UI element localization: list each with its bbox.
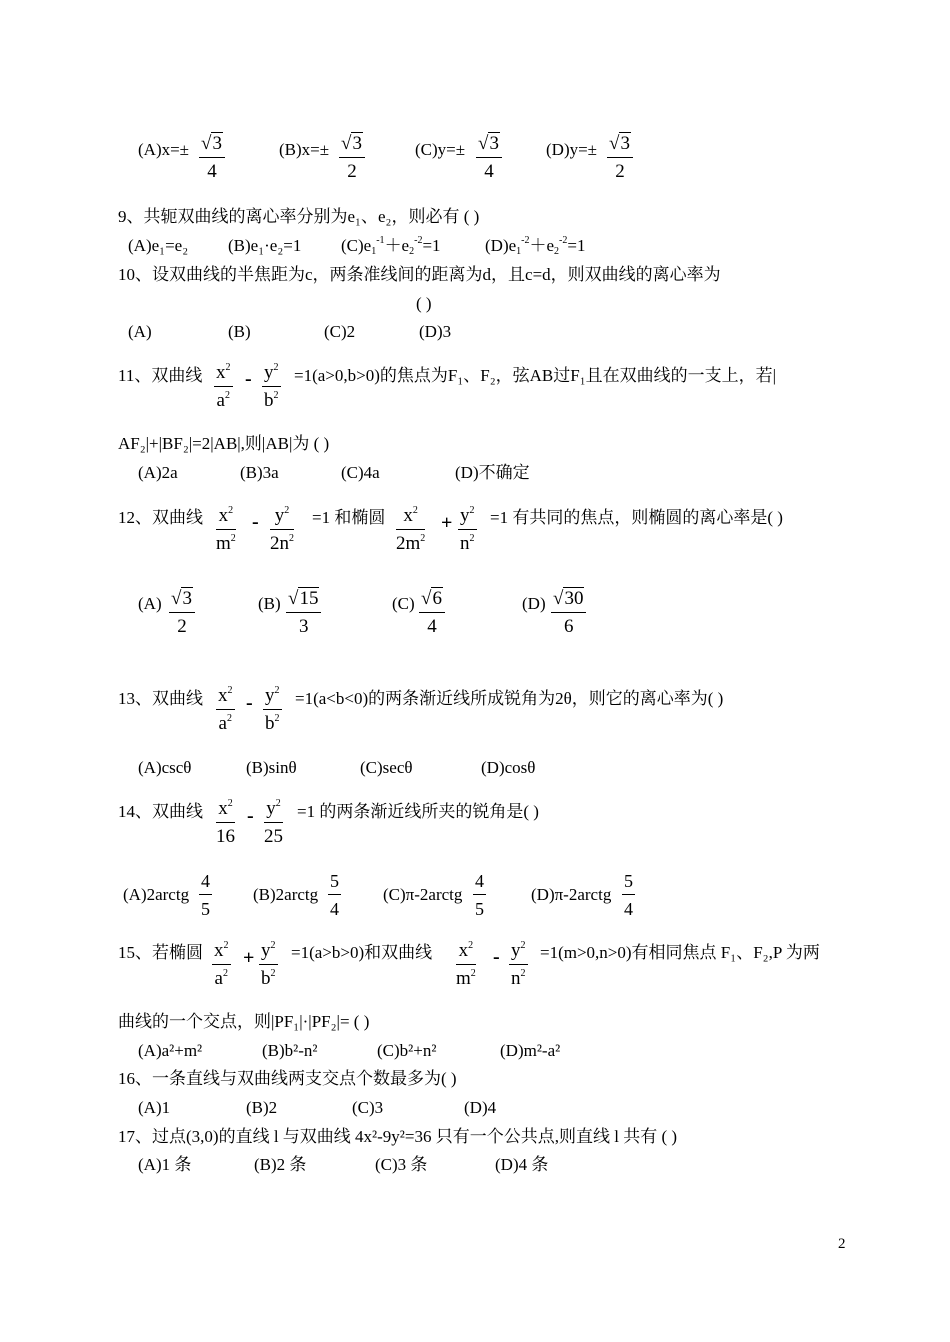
q10-stem: 10、设双曲线的半焦距为c，两条准线间的距离为d，且c=d，则双曲线的离心率为 — [118, 265, 721, 284]
q14-minus: - — [247, 805, 254, 827]
q15-tail: =1(m>0,n>0)有相同焦点 F₁、F₂,P 为两 — [540, 943, 820, 962]
q16-option-c: (C)3 — [352, 1098, 384, 1117]
q15-fraction-4: $y^2$ $n^2$ — [511, 940, 526, 989]
q15-fraction-3: $x^2$ $m^2$ — [456, 940, 476, 989]
q14-lead: 14、双曲线 — [118, 802, 203, 821]
q11-tail: =1(a>0,b>0)的焦点为F₁、F₂，弦AB过F₁且在双曲线的一支上，若| — [294, 366, 777, 385]
q13-lead: 13、双曲线 — [118, 689, 203, 708]
q11-option-a: (A)2a — [138, 463, 178, 482]
q15-plus: + — [243, 947, 255, 969]
q8-option-b-label: (B)x=± — [279, 140, 330, 159]
q10-option-a: (A) — [128, 322, 152, 341]
q16-stem: 16、一条直线与双曲线两支交点个数最多为( ) — [118, 1069, 457, 1088]
q11-minus: - — [245, 368, 252, 390]
q13-option-d: (D)cosθ — [481, 758, 536, 777]
q11-option-b: (B)3a — [240, 463, 279, 482]
q13-minus: - — [246, 692, 253, 714]
q15-fraction-2: $y^2$ $b^2$ — [261, 940, 276, 989]
q15-lead: 15、若椭圆 — [118, 943, 203, 962]
q14-fraction-x: $x^2$ 16 — [216, 798, 235, 847]
q12-option-d-fraction: √30 6 — [551, 588, 586, 638]
q13-option-a: (A)cscθ — [138, 758, 192, 777]
q15-mid: =1(a>b>0)和双曲线 — [291, 943, 433, 962]
q15-fraction-1: $x^2$ $a^2$ — [214, 940, 229, 989]
q8-option-c-label: (C)y=± — [415, 140, 466, 159]
q11-option-d: (D)不确定 — [455, 463, 530, 482]
q14-option-a-fraction: 4 5 — [201, 871, 210, 919]
q8-option-d-label: (D)y=± — [546, 140, 598, 159]
q15-minus: - — [493, 946, 500, 968]
q12-option-a-label: (A) — [138, 594, 162, 613]
q11-lead: 11、双曲线 — [118, 366, 203, 385]
q12-lead: 12、双曲线 — [118, 508, 203, 527]
q13-option-c: (C)secθ — [360, 758, 413, 777]
q13-fraction-x: $x^2$ $a^2$ — [218, 685, 233, 734]
q8-option-a-fraction: √3 4 — [199, 133, 225, 183]
page-number: 2 — [838, 1236, 846, 1252]
q12-minus: - — [252, 511, 259, 533]
q10-paren: ( ) — [416, 294, 432, 313]
q10-option-b: (B) — [228, 322, 251, 341]
q12-fraction-3: $x^2$ $2m^2$ — [396, 505, 426, 554]
q12-option-a-fraction: √3 2 — [169, 588, 195, 638]
q13-tail: =1(a<b<0)的两条渐近线所成锐角为2θ，则它的离心率为( ) — [295, 689, 724, 708]
q8-option-c-fraction: √3 4 — [476, 133, 502, 183]
q12-option-d-label: (D) — [522, 594, 546, 613]
q12-option-c-label: (C) — [392, 594, 415, 613]
q12-fraction-4: $y^2$ $n^2$ — [460, 505, 475, 554]
q15-line2: 曲线的一个交点，则|PF₁|·|PF₂|= ( ) — [118, 1012, 370, 1031]
q8-option-b-fraction: √3 2 — [339, 133, 365, 183]
q12-option-b-fraction: √15 3 — [286, 588, 321, 638]
q14-option-d-label: (D)π-2arctg — [531, 885, 612, 904]
q14-option-a-label: (A)2arctg — [123, 885, 190, 904]
q15-option-a: (A)a²+m² — [138, 1041, 203, 1060]
q9-option-b: (B)e₁·e₂=1 — [228, 236, 302, 255]
q11-line2: AF₂|+|BF₂|=2|AB|,则|AB|为 ( ) — [118, 434, 330, 453]
q12-plus: + — [441, 512, 453, 534]
q14-option-b-label: (B)2arctg — [253, 885, 319, 904]
q12-fraction-2: $y^2$ $2n^2$ — [270, 505, 294, 554]
q14-fraction-y: $y^2$ 25 — [264, 798, 283, 847]
q15-option-d: (D)m²-a² — [500, 1041, 561, 1060]
q17-option-b: (B)2 条 — [254, 1155, 307, 1174]
q9-option-c: $(C)e_1^{-1}+e_2^{-2}=1$ — [341, 235, 441, 257]
q14-option-c-fraction: 4 5 — [475, 871, 484, 919]
q10-option-c: (C)2 — [324, 322, 356, 341]
q12-fraction-1: $x^2$ $m^2$ — [216, 505, 236, 554]
q17-option-a: (A)1 条 — [138, 1155, 192, 1174]
q10-option-d: (D)3 — [419, 322, 452, 341]
q11-fraction-x: $x^2$ $a^2$ — [216, 362, 231, 411]
q11-fraction-y: $y^2$ $b^2$ — [264, 362, 279, 411]
q15-option-b: (B)b²-n² — [262, 1041, 318, 1060]
q12-option-c-fraction: √6 4 — [419, 588, 445, 638]
q14-tail: =1 的两条渐近线所夹的锐角是( ) — [297, 802, 539, 821]
q17-option-d: (D)4 条 — [495, 1155, 549, 1174]
q9-option-d: $(D)e_1^{-2}+e_2^{-2}=1$ — [485, 235, 586, 257]
q17-option-c: (C)3 条 — [375, 1155, 428, 1174]
q12-mid: =1 和椭圆 — [312, 508, 386, 527]
q15-option-c: (C)b²+n² — [377, 1041, 437, 1060]
q13-option-b: (B)sinθ — [246, 758, 297, 777]
q8-option-d-fraction: √3 2 — [607, 133, 633, 183]
q11-option-c: (C)4a — [341, 463, 380, 482]
q12-option-b-label: (B) — [258, 594, 281, 613]
q9-option-a: (A)e₁=e₂ — [128, 236, 189, 255]
q17-stem: 17、过点(3,0)的直线 l 与双曲线 4x²-9y²=36 只有一个公共点,则直线 l 共有 ( ) — [118, 1127, 678, 1146]
q16-option-d: (D)4 — [464, 1098, 497, 1117]
q9-stem: 9、共轭双曲线的离心率分别为e₁、e₂，则必有 ( ) — [118, 207, 480, 226]
q16-option-b: (B)2 — [246, 1098, 278, 1117]
q13-fraction-y: $y^2$ $b^2$ — [265, 685, 280, 734]
q14-option-d-fraction: 5 4 — [624, 871, 633, 919]
q12-tail: =1 有共同的焦点，则椭圆的离心率是( ) — [490, 508, 783, 527]
q8-option-a-label: (A)x=± — [138, 140, 190, 159]
q16-option-a: (A)1 — [138, 1098, 171, 1117]
q14-option-b-fraction: 5 4 — [330, 871, 339, 919]
q14-option-c-label: (C)π-2arctg — [383, 885, 463, 904]
